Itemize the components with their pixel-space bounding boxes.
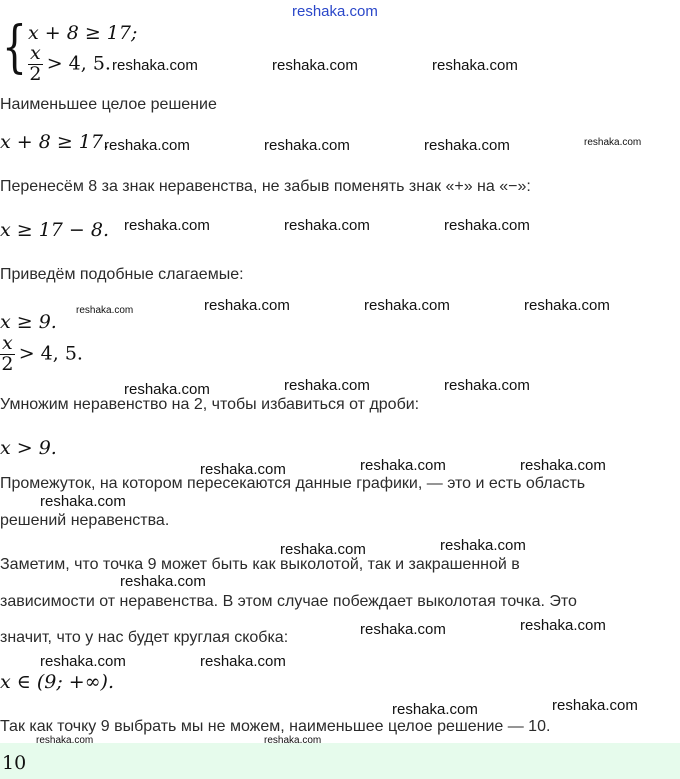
watermark[interactable]: reshaka.com <box>360 621 446 638</box>
watermark[interactable]: reshaka.com <box>272 57 358 74</box>
math-inequality-2: x ≥ 17 − 8. <box>0 219 110 241</box>
watermark[interactable]: reshaka.com <box>124 217 210 234</box>
watermark[interactable]: reshaka.com <box>124 381 210 398</box>
text-note-2: зависимости от неравенства. В этом случае побеждает выколотая точка. Это <box>0 593 577 610</box>
system-line-2 <box>28 44 111 85</box>
watermark[interactable]: reshaka.com <box>204 297 290 314</box>
watermark[interactable]: reshaka.com <box>360 457 446 474</box>
text-interval-1: Промежуток, на котором пересекаются данные графики, — это и есть область <box>0 475 586 492</box>
text-multiply: Умножим неравенство на 2, чтобы избавиться от дроби: <box>0 396 420 413</box>
watermark[interactable]: reshaka.com <box>284 217 370 234</box>
watermark[interactable]: reshaka.com <box>112 57 198 74</box>
system-frac-den: 2 <box>29 62 42 85</box>
system-brace: { <box>2 15 27 80</box>
math-inequality-1: x + 8 ≥ 17. <box>0 131 110 153</box>
watermark[interactable]: reshaka.com <box>552 697 638 714</box>
watermark[interactable]: reshaka.com <box>280 541 366 558</box>
watermark[interactable]: reshaka.com <box>200 461 286 478</box>
watermark[interactable]: reshaka.com <box>284 377 370 394</box>
watermark[interactable]: reshaka.com <box>364 297 450 314</box>
watermark[interactable]: reshaka.com <box>584 137 642 148</box>
watermark[interactable]: reshaka.com <box>36 735 94 746</box>
watermark[interactable]: reshaka.com <box>104 137 190 154</box>
m4-rest: > 4, 5. <box>18 342 83 365</box>
system-line-2-rest: > 4, 5. <box>46 52 111 75</box>
text-note-1: Заметим, что точка 9 может быть как выколотой, так и закрашенной в <box>0 556 520 573</box>
watermark[interactable]: reshaka.com <box>520 457 606 474</box>
text-smallest-integer: Наименьшее целое решение <box>0 96 217 113</box>
watermark[interactable]: reshaka.com <box>264 735 322 746</box>
watermark[interactable]: reshaka.com <box>200 653 286 670</box>
text-conclusion: Так как точку 9 выбрать мы не можем, наименьшее целое решение — 10. <box>0 718 551 735</box>
m4-frac-num: x <box>2 332 13 354</box>
answer-value: 10 <box>2 752 27 774</box>
system-frac-num: x <box>30 42 41 64</box>
watermark[interactable]: reshaka.com <box>444 217 530 234</box>
math-interval: x ∈ (9; +∞). <box>0 671 114 693</box>
watermark[interactable]: reshaka.com <box>264 137 350 154</box>
text-interval-2: решений неравенства. <box>0 512 170 529</box>
watermark[interactable]: reshaka.com <box>432 57 518 74</box>
math-inequality-3: x ≥ 9. <box>0 311 57 333</box>
system-line-1: x + 8 ≥ 17; <box>28 22 138 44</box>
math-inequality-5: x > 9. <box>0 437 57 459</box>
watermark[interactable]: reshaka.com <box>520 617 606 634</box>
watermark[interactable]: reshaka.com <box>444 377 530 394</box>
watermark[interactable]: reshaka.com <box>76 305 134 316</box>
watermark[interactable]: reshaka.com <box>392 701 478 718</box>
m4-frac-den: 2 <box>1 352 14 375</box>
watermark[interactable]: reshaka.com <box>524 297 610 314</box>
text-move-term: Перенесём 8 за знак неравенства, не забыв поменять знак «+» на «−»: <box>0 178 531 195</box>
text-combine-terms: Приведём подобные слагаемые: <box>0 266 244 283</box>
watermark[interactable]: reshaka.com <box>40 493 126 510</box>
watermark[interactable]: reshaka.com <box>440 537 526 554</box>
watermark[interactable]: reshaka.com <box>424 137 510 154</box>
watermark[interactable]: reshaka.com <box>120 573 206 590</box>
math-inequality-4 <box>0 334 83 375</box>
text-note-3: значит, что у нас будет круглая скобка: <box>0 629 289 646</box>
watermark-top[interactable]: reshaka.com <box>292 3 378 20</box>
watermark[interactable]: reshaka.com <box>40 653 126 670</box>
answer-bar <box>0 743 680 779</box>
